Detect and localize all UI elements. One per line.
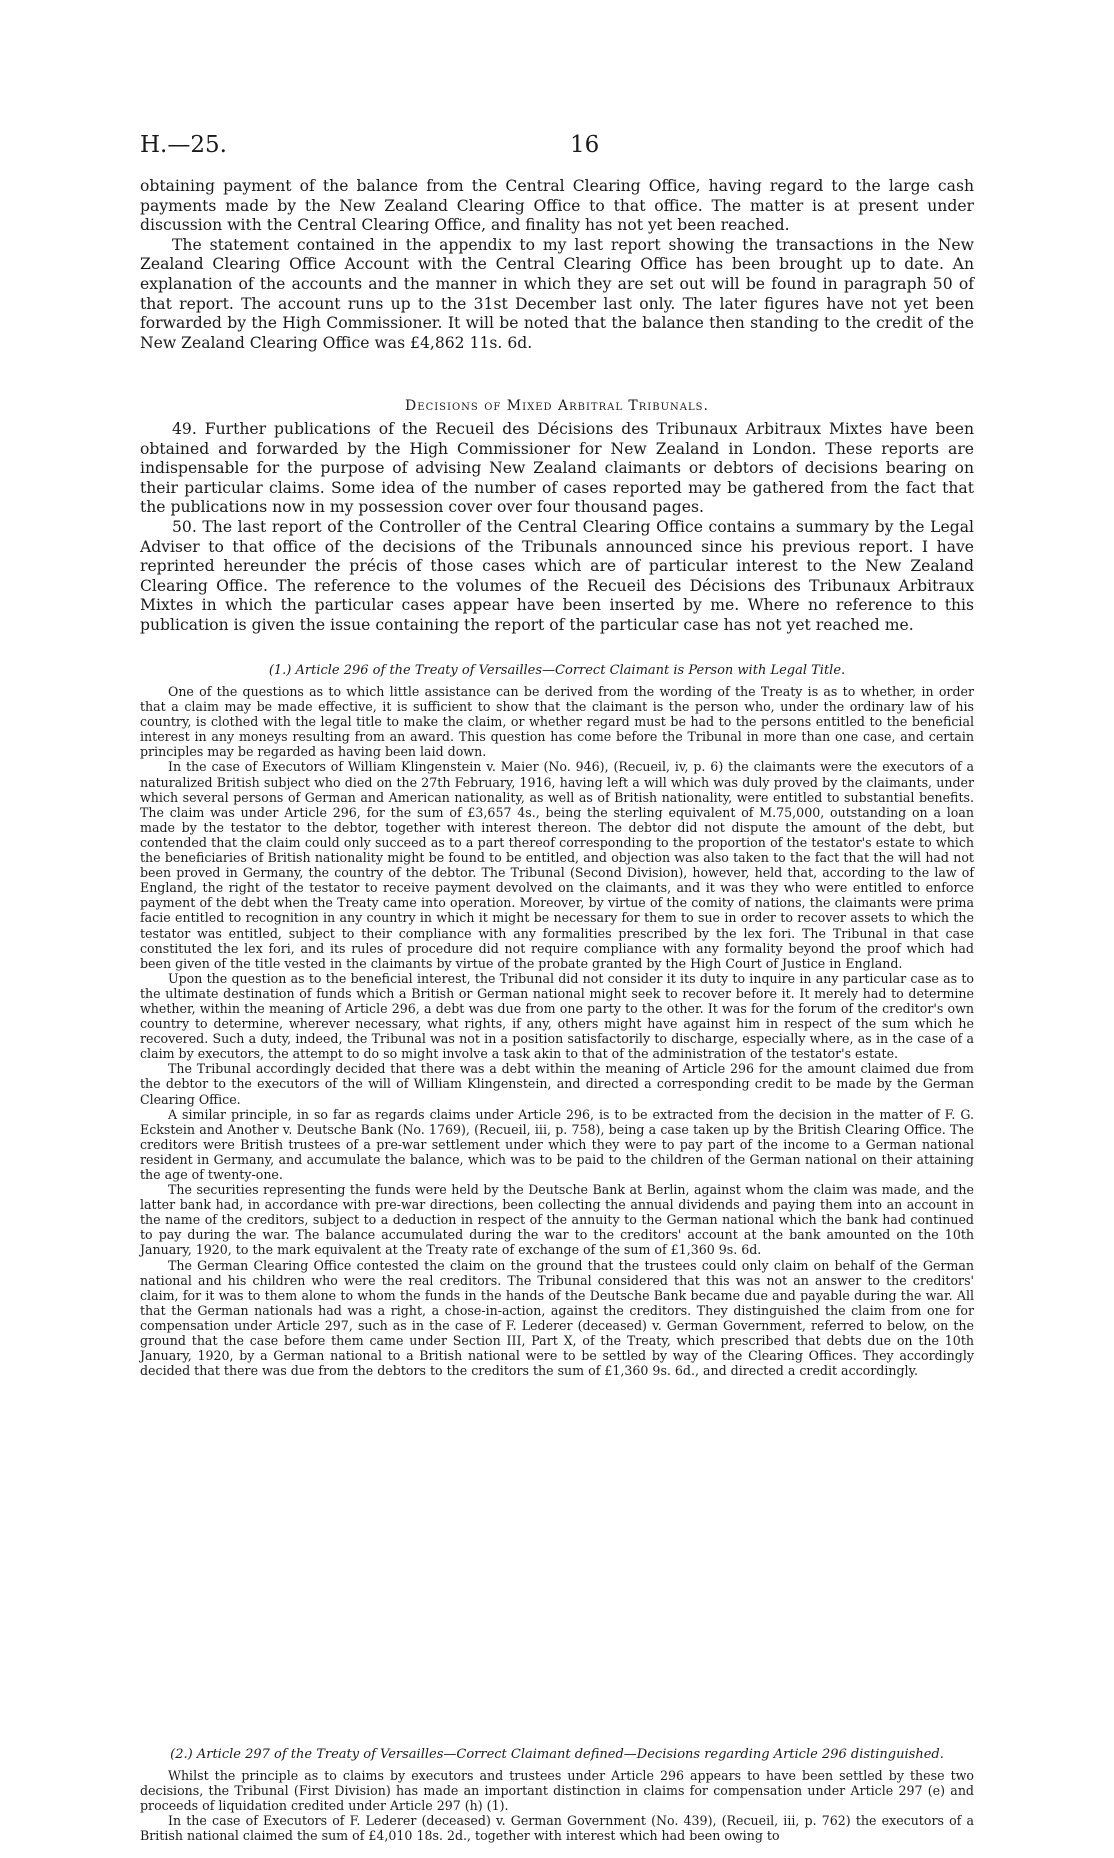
page-header (140, 132, 1020, 166)
case-1-paragraph: The Tribunal accordingly decided that there was a debt within the meaning of Article 296 for the amount claimed due from the debtor to the executors of the will of William Klingenstein, and directed a corresponding credit to be made by the German Clearing Office. (140, 1061, 974, 1107)
case-1-paragraph: A similar principle, in so far as regards claims under Article 296, is to be extracted from the decision in the matter of F. G. Eckstein and Another v. Deutsche Bank (No. 1769), (Recueil, iii, p. 758), being a case taken up by the British Clearing Office. The creditors were British trustees of a pre-war settlement under which they were to pay part of the income to a German national resident in Germany, and accumulate the balance, which was to be paid to the children of the German national on their attaining the age of twenty-one. (140, 1106, 974, 1182)
case-1-paragraph: The securities representing the funds were held by the Deutsche Bank at Berlin, against whom the claim was made, and the latter bank had, in accordance with pre-war directions, been collecting the annual dividends and paying them into an account in the name of the creditors, subject to a deduction in respect of the annuity to the German national which the bank had continued to pay during the war. The balance accumulated during the war to the creditors' account at the bank amounted on the 10th January, 1920, to the mark equivalent at the Treaty rate of exchange of the sum of £1,360 9s. 6d. (140, 1182, 974, 1258)
case-1-paragraph: Upon the question as to the beneficial interest, the Tribunal did not consider it its duty to inquire in any particular case as to the ultimate destination of funds which a British or German national might seek to recover before it. It merely had to determine whether, within the meaning of Article 296, a debt was due from one party to the other. It was for the forum of the creditor's own country to determine, wherever necessary, what rights, if any, others might have against him in respect of the sum which he recovered. Such a duty, indeed, the Tribunal was not in a position satisfactorily to discharge, especially where, as in the case of a claim by executors, the attempt to do so might involve a task akin to that of the administration of the testator's estate. (140, 970, 974, 1062)
paragraph-50: 50. The last report of the Controller of the Central Clearing Office contains a summary by the Legal Adviser to that office of the decisions of the Tribunals announced since his previous report. I have reprinted hereunder the précis of those cases which are of particular interest to the New Zealand Clearing Office. The reference to the volumes of the Recueil des Décisions des Tribunaux Arbitraux Mixtes in which the particular cases appear have been inserted by me. Where no reference to this publication is given the issue containing the report of the particular case has not yet reached me. (140, 517, 974, 634)
section-title: Decisions of Mixed Arbitral Tribunals. (405, 398, 709, 414)
case-1-body (140, 684, 974, 1378)
case-1-paragraph: The German Clearing Office contested the claim on the ground that the trustees could only claim on behalf of the German national and his children who were the real creditors. The Tribunal considered that this was not an answer to the creditors' claim, for it was to them alone to whom the funds in the hands of the Deutsche Bank became due and payable during the war. All that the German nationals had was a right, a chose-in-action, against the creditors. They distinguished the claim from one for compensation under Article 297, such as in the case of F. Lederer (deceased) v. German Government, referred to below, on the ground that the case before them came under Section III, Part X, of the Treaty, which prescribed that debts due on the 10th January, 1920, by a German national to a British national were to be settled by way of the Clearing Offices. They accordingly decided that there was due from the debtors to the creditors the sum of £1,360 9s. 6d., and directed a credit accordingly. (140, 1257, 974, 1379)
page-number: 16 (570, 132, 600, 158)
intro-paragraph-1: obtaining payment of the balance from the Central Clearing Office, having regard to the large cash payments made by the New Zealand Clearing Office to that office. The matter is at present under discussion with the Central Clearing Office, and finality has not yet been reached. (140, 177, 974, 235)
case-2-heading: (2.) Article 297 of the Treaty of Versailles—Correct Claimant defined—Decisions regarding Article 296 distinguished. (170, 1747, 944, 1762)
case-1-paragraph: In the case of Executors of William Klingenstein v. Maier (No. 946), (Recueil, iv, p. 6) the claimants were the executors of a naturalized British subject who died on the 27th February, 1916, having left a will which was duly proved by the claimants, under which several persons of German and American nationality, as well as of British nationality, were entitled to substantial benefits. The claim was under Article 296, for the sum of £3,657 4s., being the sterling equivalent of M.75,000, outstanding on a loan made by the testator to the debtor, together with interest thereon. The debtor did not dispute the amount of the debt, but contended that the claim could only succeed as to a part thereof corresponding to the proportion of the testator's estate to which the beneficiaries of British nationality might be found to be entitled, and objection was also taken to the fact that the will had not been proved in Germany, the country of the debtor. The Tribunal (Second Division), however, held that, according to the law of England, the right of the testator to receive payment devolved on the claimants, and it was they who were entitled to enforce payment of the debt when the Treaty came into operation. Moreover, by virtue of the comity of nations, the claimants were prima facie entitled to recognition in any country in which it might be necessary for them to sue in order to recover assets to which the testator was entitled, subject to their compliance with any formalities prescribed by the lex fori. The Tribunal in that case constituted the lex fori, and its rules of procedure did not require compliance with any formality beyond the proof which had been given of the title vested in the claimants by virtue of the probate granted by the High Court of Justice in England. (140, 759, 974, 971)
case-2-paragraph: In the case of Executors of F. Lederer (deceased) v. German Government (No. 439), (Recueil, iii, p. 762) the executors of a British national claimed the sum of £4,010 18s. 2d., together with interest which had been owing to (140, 1813, 974, 1844)
case-2-body (140, 1768, 974, 1843)
case-1-paragraph: One of the questions as to which little assistance can be derived from the wording of the Treaty is as to whether, in order that a claim may be made effective, it is sufficient to show that the claimant is the person who, under the ordinary law of his country, is clothed with the legal title to make the claim, or whether regard must be had to the persons entitled to the beneficial interest in any moneys resulting from an award. This question has come before the Tribunal in more than one case, and certain principles may be regarded as having been laid down. (140, 684, 974, 760)
document-reference: H.—25. (140, 132, 227, 158)
section-block (140, 398, 974, 636)
case-2-paragraph: Whilst the principle as to claims by executors and trustees under Article 296 appears to have been settled by these two decisions, the Tribunal (First Division) has made an important distinction in claims for compensation under Article 297 (e) and proceeds of liquidation credited under Article 297 (h) (1). (140, 1768, 974, 1814)
paragraph-49: 49. Further publications of the Recueil des Décisions des Tribunaux Arbitraux Mixtes have been obtained and forwarded by the High Commissioner for New Zealand in London. These reports are indispensable for the purpose of advising New Zealand claimants or debtors of decisions bearing on their particular claims. Some idea of the number of cases reported may be gathered from the fact that the publications now in my possession cover over four thousand pages. (140, 420, 974, 517)
case-2-block (140, 1747, 974, 1843)
intro-paragraph-2: The statement contained in the appendix to my last report showing the transactions in the New Zealand Clearing Office Account with the Central Clearing Office has been brought up to date. An explanation of the accounts and the manner in which they are set out will be found in paragraph 50 of that report. The account runs up to the 31st December last only. The later figures have not yet been forwarded by the High Commissioner. It will be noted that the balance then standing to the credit of the New Zealand Clearing Office was £4,862 11s. 6d. (140, 235, 974, 352)
case-1-heading: (1.) Article 296 of the Treaty of Versailles—Correct Claimant is Person with Legal Title. (268, 663, 846, 678)
intro-block (140, 177, 974, 353)
case-1-block (140, 663, 974, 1378)
